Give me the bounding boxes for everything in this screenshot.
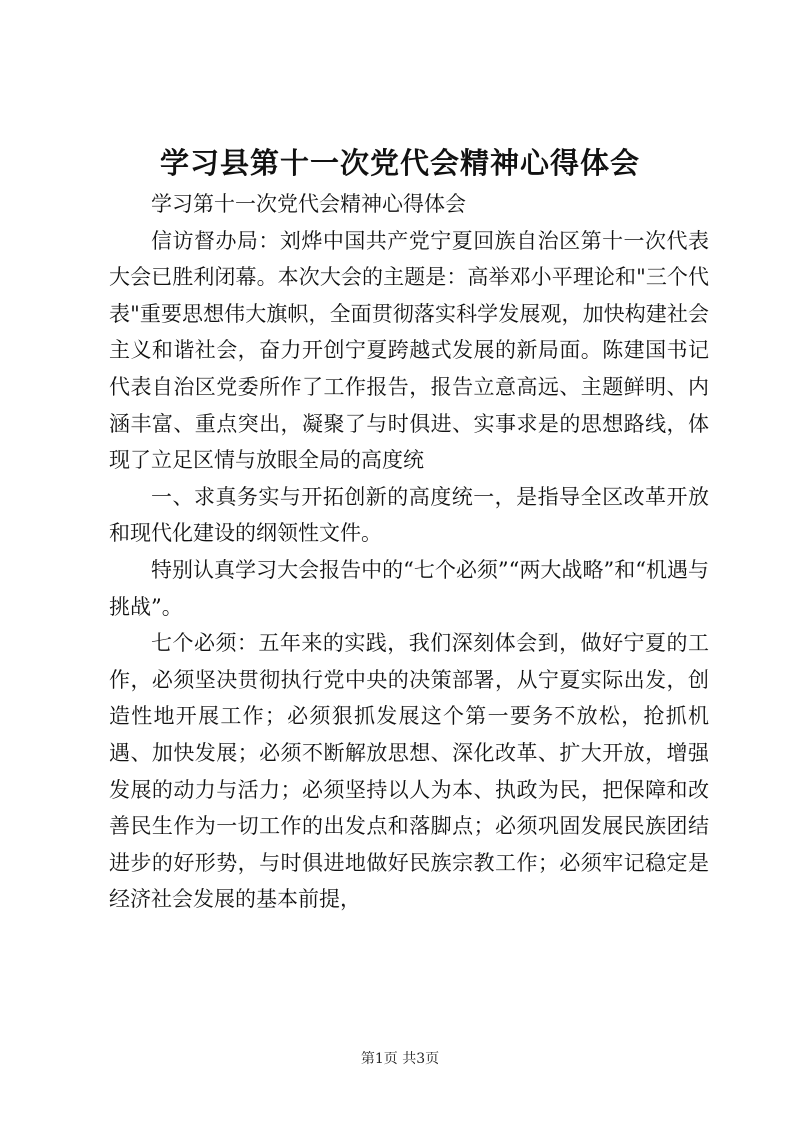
paragraph-study-focus: 特别认真学习大会报告中的“七个必须”“两大战略”和“机遇与挑战”。	[109, 557, 709, 619]
paragraph-seven-musts: 七个必须：五年来的实践，我们深刻体会到，做好宁夏的工作，必须坚决贯彻执行党中央的决策部署，从宁夏实际出发，创造性地开展工作；必须狠抓发展这个第一要务不放松，抢抓机遇、加快发展；必须不断解放思想、深化改革、扩大开放，增强发展的动力与活力；必须坚持以人为本、执政为民，把保障和改善民生作为一切工作的出发点和落脚点；必须巩固发展民族团结进步的好形势，与时俱进地做好民族宗教工作；必须牢记稳定是经济社会发展的基本前提，	[109, 631, 709, 912]
document-body	[109, 186, 709, 918]
document-title: 学习县第十一次党代会精神心得体会	[159, 146, 640, 180]
paragraph-subtitle: 学习第十一次党代会精神心得体会	[151, 192, 466, 216]
page-indicator: 第1页 共3页	[360, 1051, 440, 1067]
paragraph-intro: 信访督办局：刘烨中国共产党宁夏回族自治区第十一次代表大会已胜利闭幕。本次大会的主题是：高举邓小平理论和"三个代表"重要思想伟大旗帜，全面贯彻落实科学发展观，加快构建社会主义和谐社会，奋力开创宁夏跨越式发展的新局面。陈建国书记代表自治区党委所作了工作报告，报告立意高远、主题鲜明、内涵丰富、重点突出，凝聚了与时俱进、实事求是的思想路线，体现了立足区情与放眼全局的高度统	[109, 228, 709, 473]
paragraph-unity: 一、求真务实与开拓创新的高度统一，是指导全区改革开放和现代化建设的纲领性文件。	[109, 484, 709, 546]
